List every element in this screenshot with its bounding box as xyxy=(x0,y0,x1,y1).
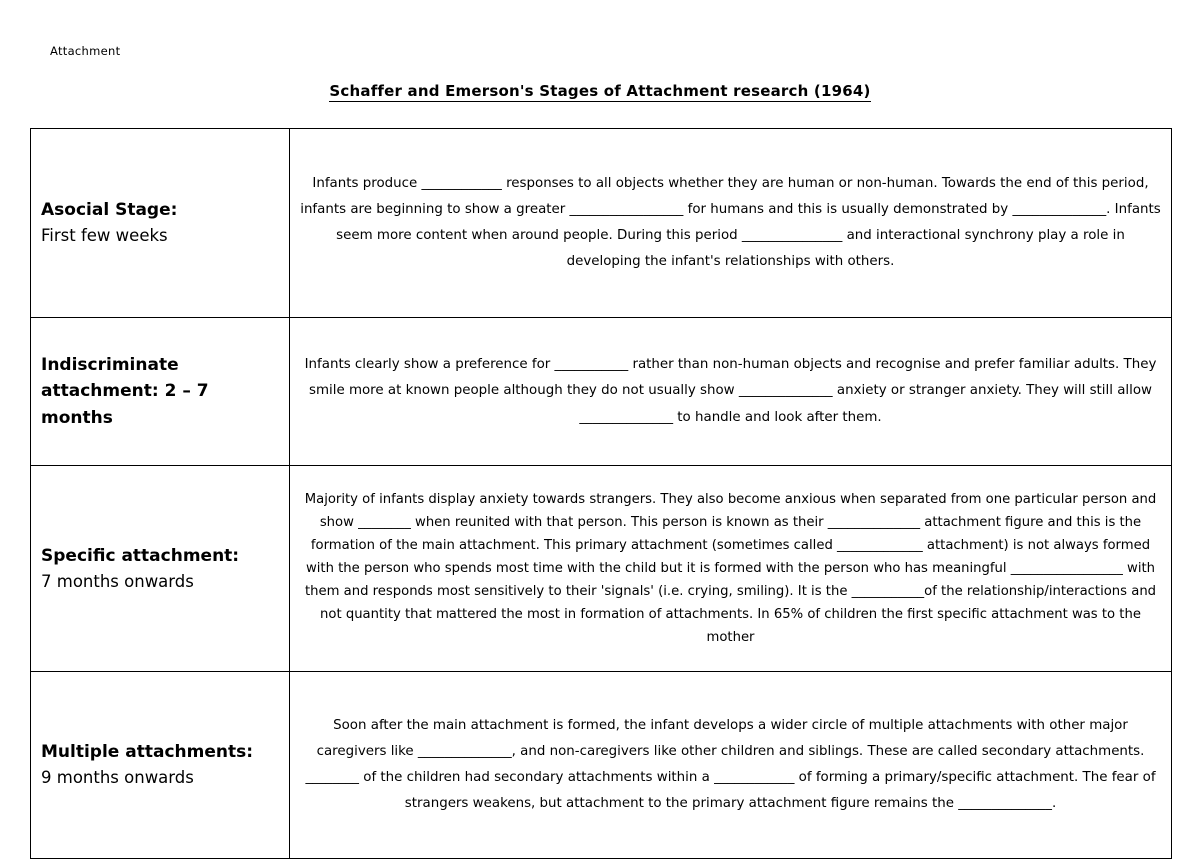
table-row xyxy=(31,466,1172,672)
stage-title: Specific attachment: xyxy=(41,545,240,566)
stage-description-cell: Infants clearly show a preference for ___________ rather than non-human objects and recognise and prefer familiar adults. They smile more at known people although they do not usually show ______________ anxiety or stranger anxiety. They will still allow ______________ to handle and look after them. xyxy=(290,318,1172,466)
stage-subtitle: First few weeks xyxy=(41,226,168,246)
page-header-label: Attachment xyxy=(50,44,121,58)
stage-subtitle: 9 months onwards xyxy=(41,768,194,788)
table-row xyxy=(31,318,1172,466)
table-row xyxy=(31,129,1172,318)
stage-title: Indiscriminate xyxy=(41,354,179,375)
stage-title: Multiple attachments: xyxy=(41,742,254,763)
stage-description-cell: Infants produce ____________ responses to all objects whether they are human or non-human. Towards the end of this period, infants are beginning to show a greater _________________ for humans and this is usually demonstrated by ______________. Infants seem more content when around people. During this period _______________ and interactional synchrony play a role in developing the infant's relationships with others. xyxy=(290,129,1172,318)
stage-title: Asocial Stage: xyxy=(41,200,178,221)
attachment-stages-table xyxy=(30,128,1172,859)
stage-name-cell xyxy=(31,318,290,466)
stage-name-cell xyxy=(31,672,290,859)
table-row xyxy=(31,672,1172,859)
page-title xyxy=(30,82,1170,100)
page-title-text: Schaffer and Emerson's Stages of Attachment research (1964) xyxy=(329,82,871,100)
stage-name-cell xyxy=(31,129,290,318)
stage-subtitle: attachment: 2 – 7 months xyxy=(41,381,209,428)
stage-description-cell: Majority of infants display anxiety towards strangers. They also become anxious when separated from one particular person and show ________ when reunited with that person. This person is known as their ______________ attachment figure and this is the formation of the main attachment. This primary attachment (sometimes called _____________ attachment) is not always formed with the person who spends most time with the child but it is formed with the person who has meaningful _________________ with them and responds most sensitively to their 'signals' (i.e. crying, smiling). It is the ___________of the relationship/interactions and not quantity that mattered the most in formation of attachments. In 65% of children the first specific attachment was to the mother xyxy=(290,466,1172,672)
stage-description-cell: Soon after the main attachment is formed, the infant develops a wider circle of multiple attachments with other major caregivers like ______________, and non-caregivers like other children and siblings. These are called secondary attachments. ________ of the children had secondary attachments within a ____________ of forming a primary/specific attachment. The fear of strangers weakens, but attachment to the primary attachment figure remains the ______________. xyxy=(290,672,1172,859)
stage-subtitle: 7 months onwards xyxy=(41,571,194,591)
stage-name-cell xyxy=(31,466,290,672)
